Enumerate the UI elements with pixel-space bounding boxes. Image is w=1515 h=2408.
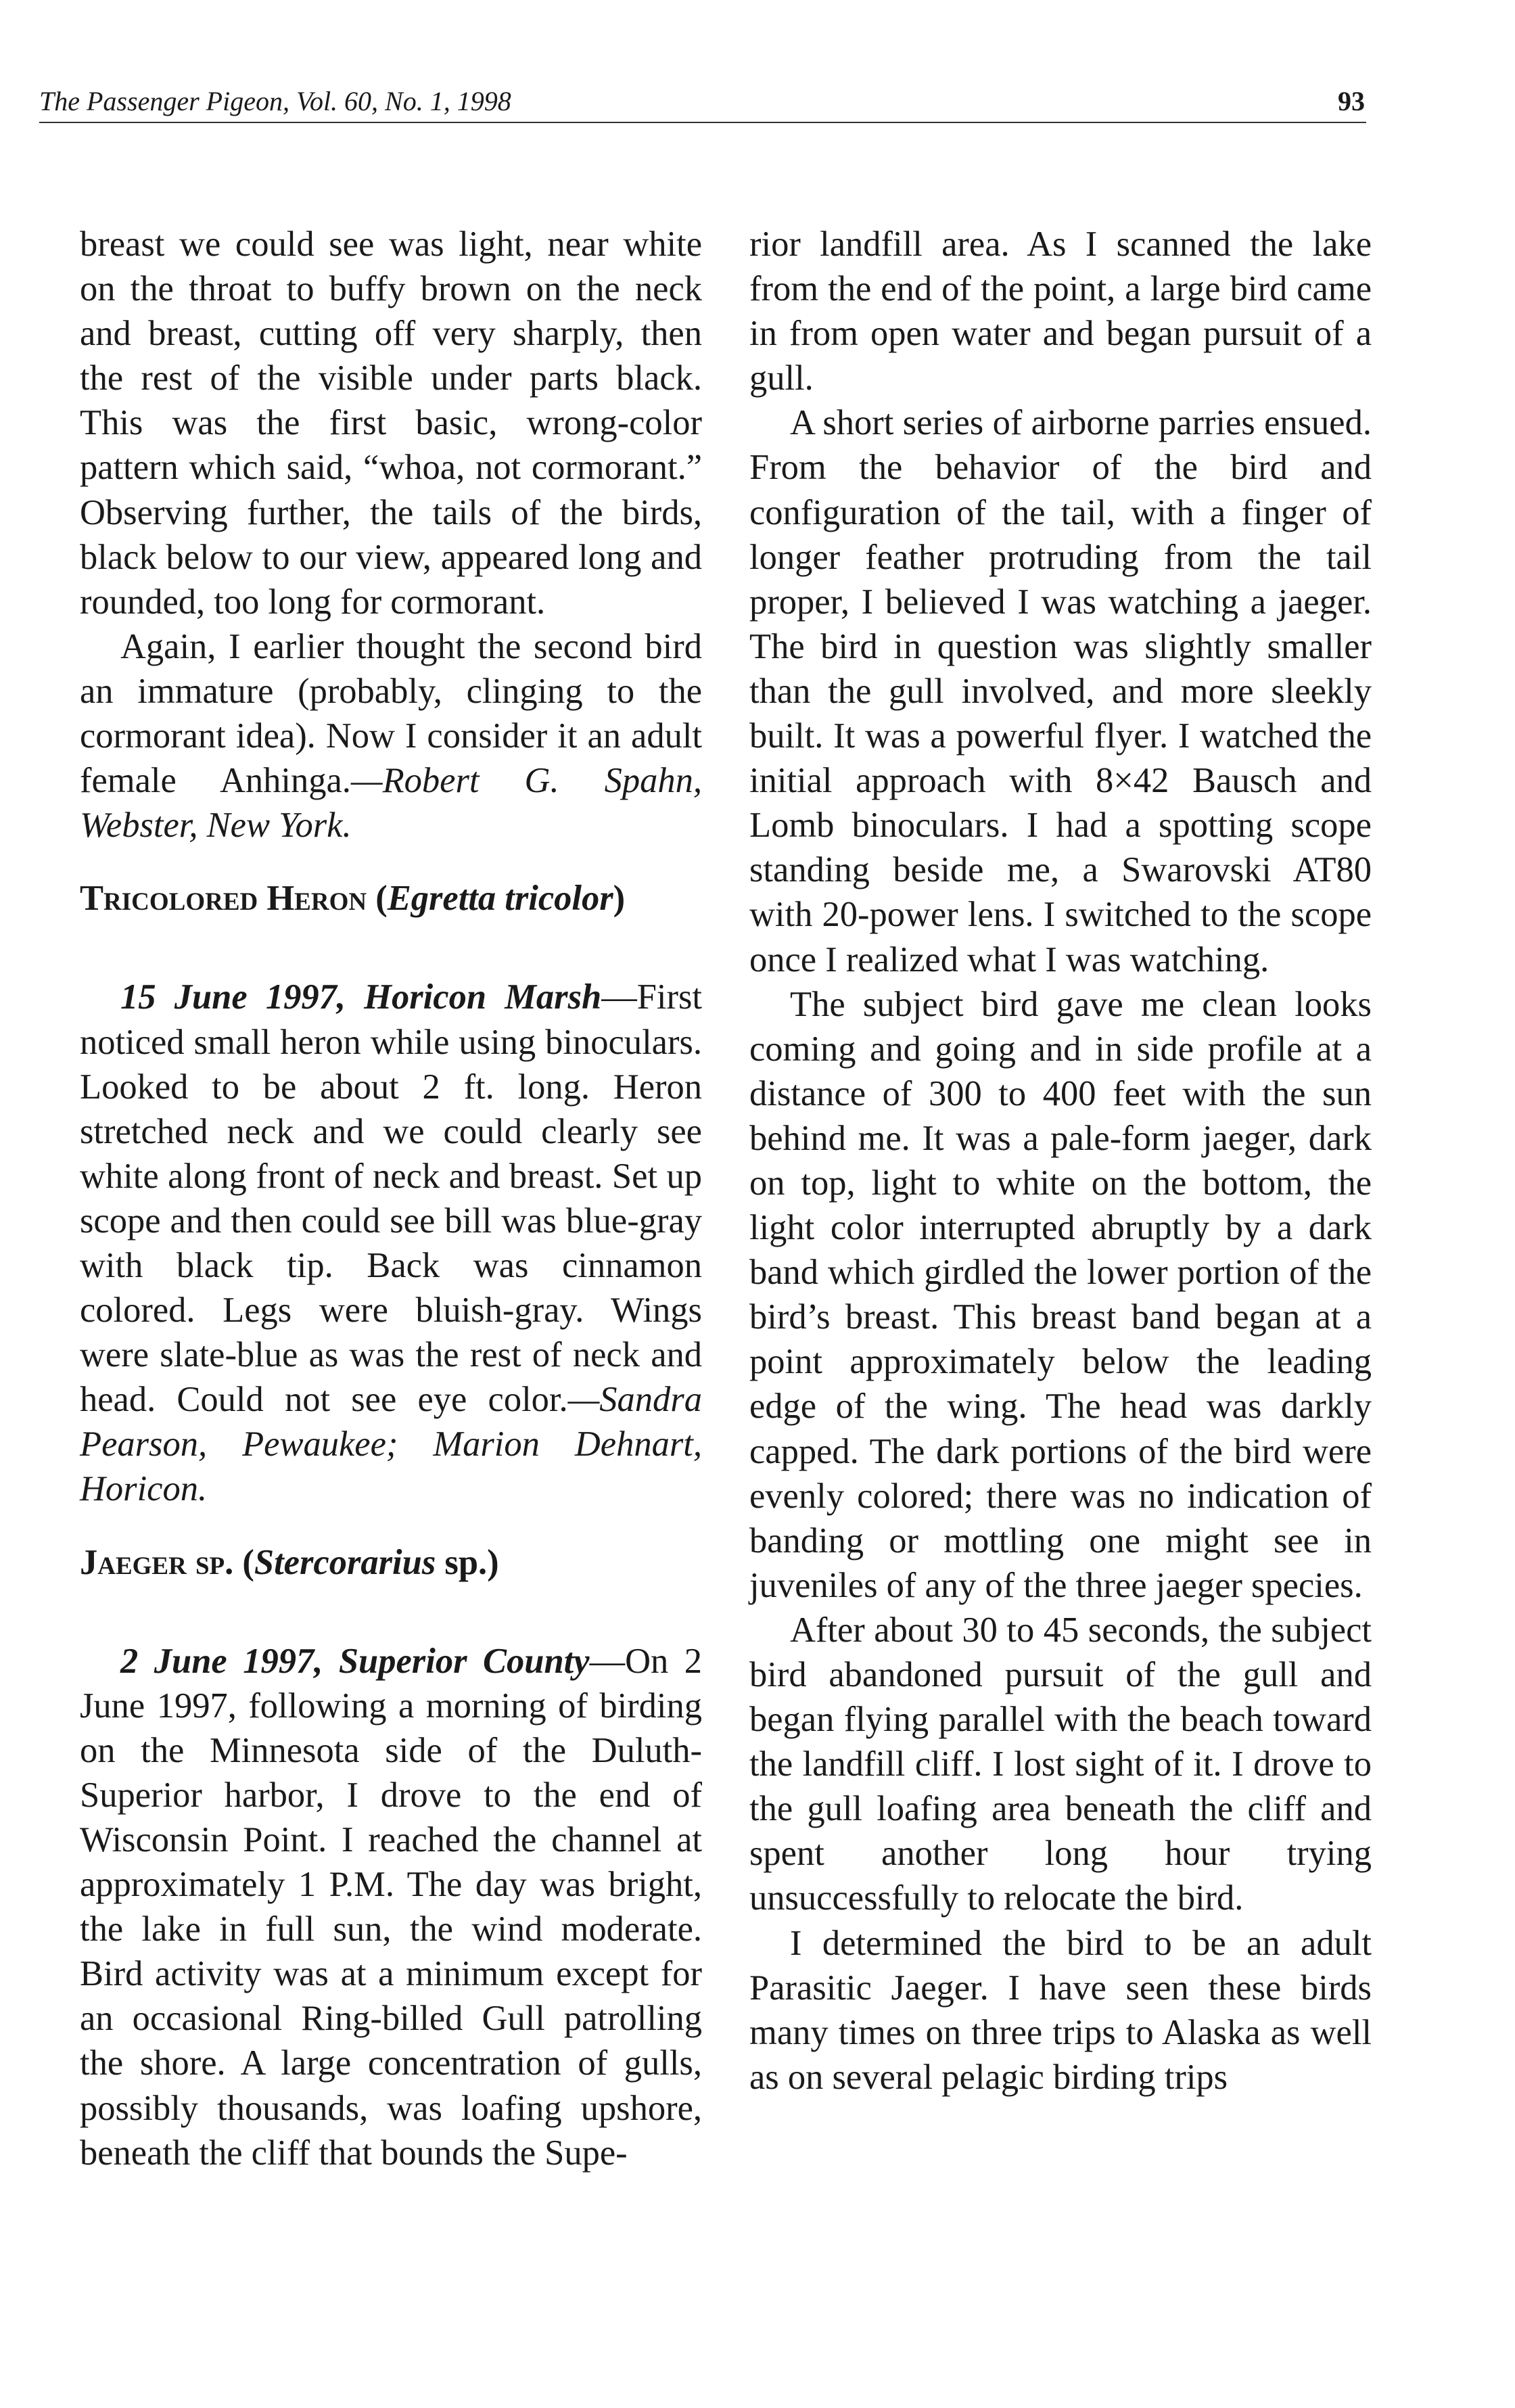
journal-citation: The Passenger Pigeon, Vol. 60, No. 1, 1998 [39, 86, 511, 116]
jaeger-text: —On 2 June 1997, following a morning of birding on the Minnesota side of the Duluth-Superior harbor, I drove to the end of Wisconsin Point. I reached the channel at approximately 1 P.M. The day was bright, the lake in full sun, the wind moderate. Bird activity was at a minimum except for an occasional Ring-billed Gull patrolling the shore. A large concentration of gulls, possibly thousands, was loafing upshore, beneath the cliff that bounds the Supe- [80, 1641, 702, 2173]
species-heading-jaeger: Jaeger sp. (Stercorarius sp.) [80, 1542, 499, 1582]
anhinga-signature: —Robert G. Spahn, Webster, New York. [80, 761, 703, 846]
latin-name: Egretta tricolor [387, 879, 613, 919]
species-name: Jaeger sp. [80, 1542, 234, 1582]
page-number: 93 [1338, 86, 1365, 116]
species-heading-tricolored-heron: Tricolored Heron (Egretta tricolor) [80, 879, 626, 919]
heron-text: —First noticed small heron while using binoculars. Looked to be about 2 ft. long. Heron stretched neck and we could clearly see white along front of neck and breast. Set up scope and then could see bill was blue-gray with black tip. Back was cinnamon colored. Legs were bluish-gray. Wings were slate-blue as was the rest of neck and head. Could not see eye color. [80, 977, 702, 1420]
heron-signature: —Sandra Pearson, Pewaukee; Marion Dehnart, Horicon. [80, 1380, 702, 1509]
running-header [39, 85, 1365, 119]
header-rule [39, 122, 1366, 123]
jaeger-date-location: 2 June 1997, Superior County [120, 1641, 590, 1681]
jaeger-paragraph-3: The subject bird gave me clean looks coming and going and in side profile at a distance of 300 to 400 feet with the sun behind me. It was a pale-form jaeger, dark on top, light to white on the bottom, the light color interrupted abruptly by a dark band which girdled the lower portion of the bird’s breast. This breast band began at a point approximately below the leading edge of the wing. The head was darkly capped. The dark portions of the bird were evenly colored; there was no indication of banding or mottling one might see in juveniles of any of the three jaeger species. [749, 984, 1372, 1605]
heron-date-location: 15 June 1997, Horicon Marsh [120, 977, 602, 1017]
anhinga-paragraph-2 [80, 624, 702, 848]
right-column [749, 222, 1372, 2100]
heron-paragraph [80, 975, 702, 1511]
jaeger-paragraph-continued: rior landfill area. As I scanned the lake from the end of the point, a large bird came in from open water and began pursuit of a gull. [749, 225, 1372, 398]
latin-name: Stercorarius [254, 1542, 436, 1582]
left-column [80, 222, 702, 2175]
jaeger-paragraph-1 [80, 1639, 702, 2175]
species-name: Tricolored Heron [80, 879, 367, 919]
jaeger-paragraph-2: A short series of airborne parries ensued. From the behavior of the bird and configuration of the tail, with a finger of longer feather protruding from the tail proper, I believed I was watching a jaeger. The bird in question was slightly smaller than the gull involved, and more sleekly built. It was a powerful flyer. I watched the initial approach with 8×42 Bausch and Lomb binoculars. I had a spotting scope standing beside me, a Swarovski AT80 with 20-power lens. I switched to the scope once I realized what I was watching. [749, 403, 1372, 979]
anhinga-paragraph-continued: breast we could see was light, near white on the throat to buffy brown on the neck and breast, cutting off very sharply, then the rest of the visible under parts black. This was the first basic, wrong-color pattern which said, “whoa, not cormorant.” Observing further, the tails of the birds, black below to our view, appeared long and rounded, too long for cormorant. [80, 225, 702, 622]
anhinga-paragraph-2-text: Again, I earlier thought the second bird an immature (probably, clinging to the cormorant idea). Now I consider it an adult female Anhinga. [80, 626, 702, 801]
jaeger-paragraph-4: After about 30 to 45 seconds, the subject bird abandoned pursuit of the gull and began flying parallel with the beach toward the landfill cliff. I lost sight of it. I drove to the gull loafing area beneath the cliff and spent another long hour trying unsuccessfully to relocate the bird. [749, 1610, 1372, 1918]
jaeger-paragraph-5: I determined the bird to be an adult Parasitic Jaeger. I have seen these birds many times on three trips to Alaska as well as on several pelagic birding trips [749, 1923, 1372, 2097]
